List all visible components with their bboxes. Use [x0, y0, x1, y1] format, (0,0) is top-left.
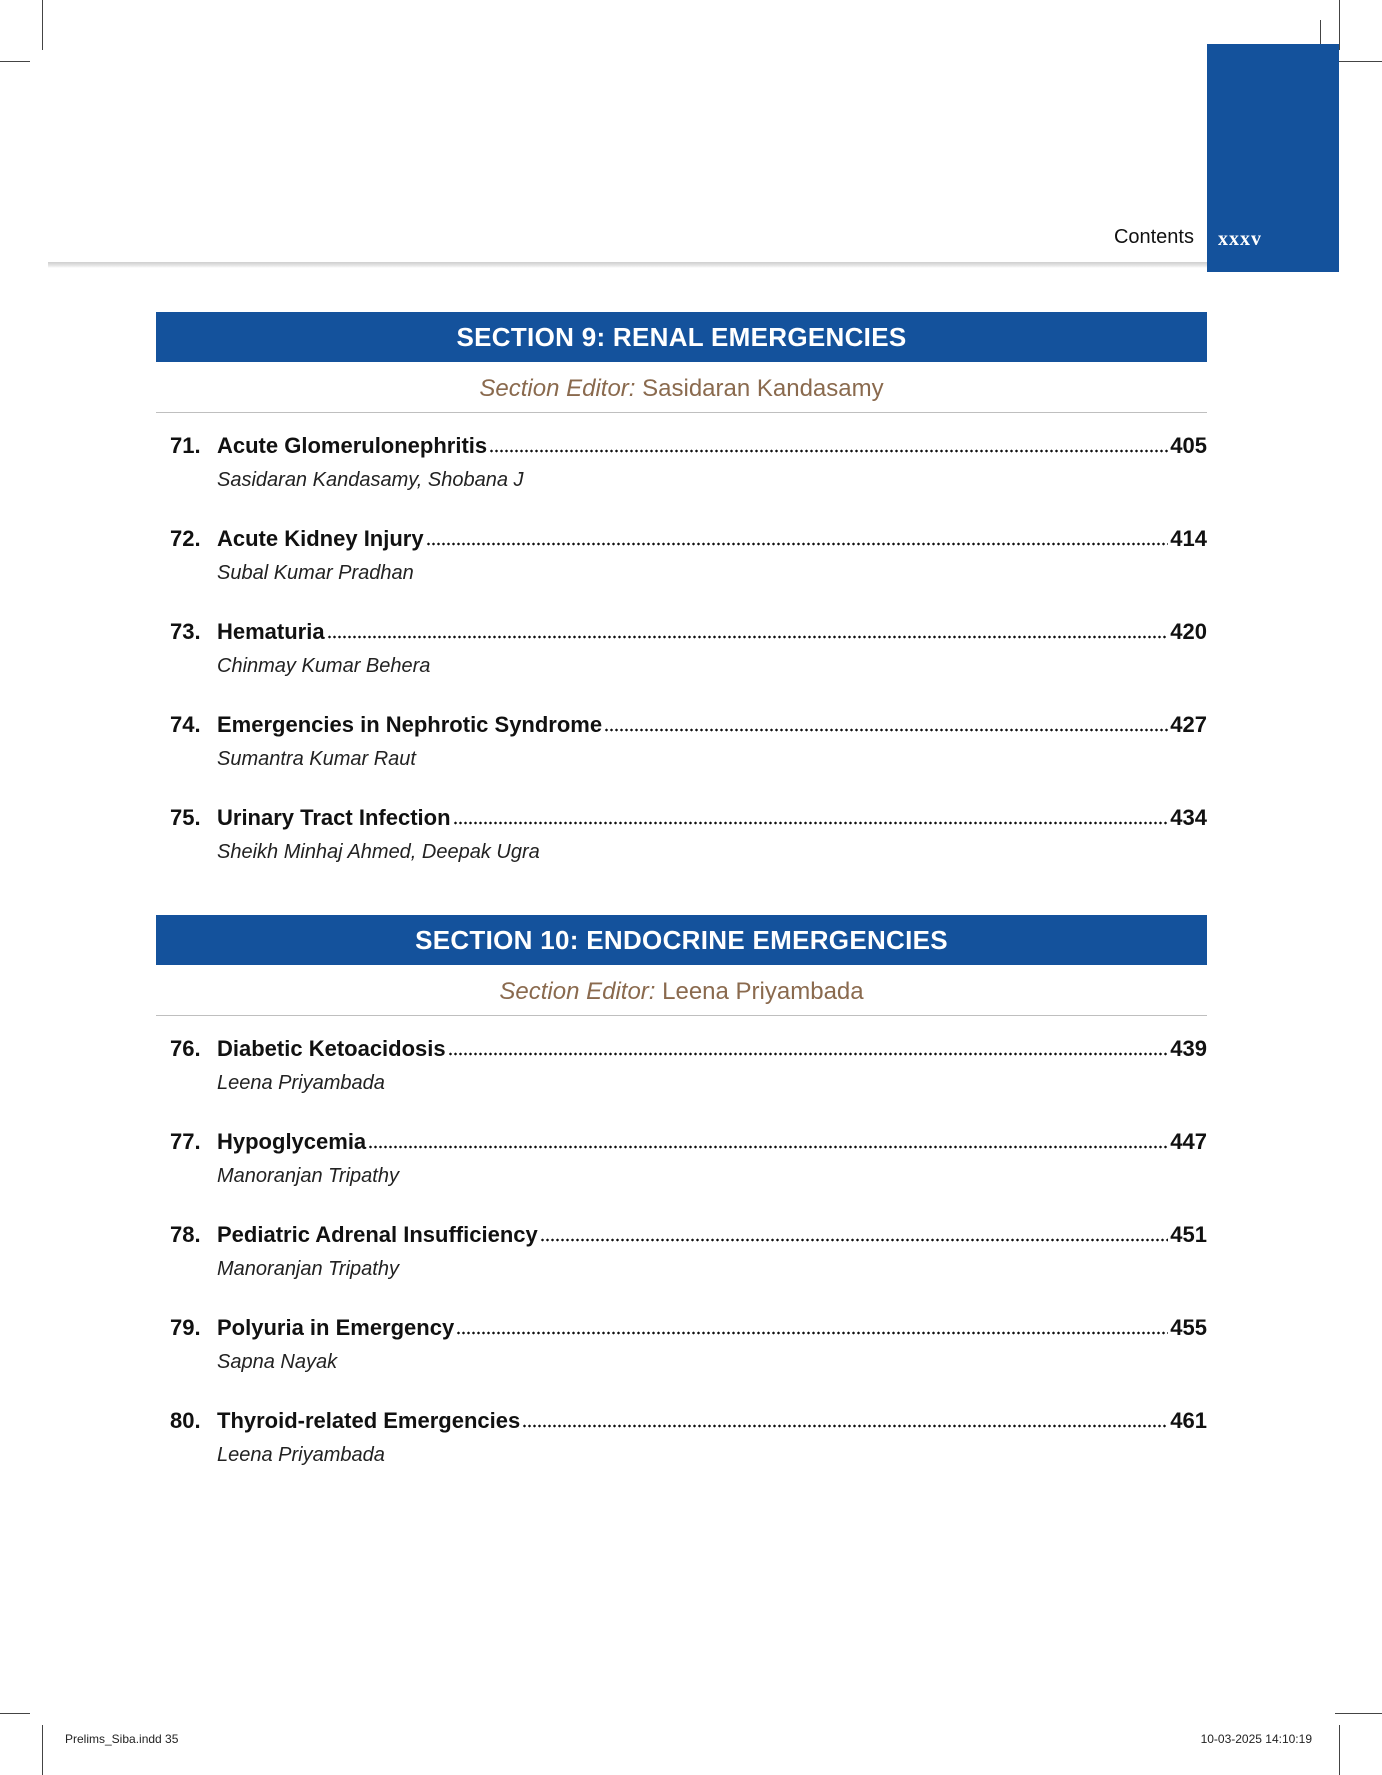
entry-line — [170, 1408, 1207, 1434]
dot-leader — [540, 1238, 1169, 1242]
chapter-authors: Manoranjan Tripathy — [217, 1258, 399, 1280]
entry-line — [170, 805, 1207, 831]
entry-line — [170, 433, 1207, 459]
chapter-number: 73. — [170, 619, 201, 644]
chapter-title: Pediatric Adrenal Insufficiency — [217, 1222, 538, 1247]
entry-line — [170, 619, 1207, 645]
chapter-title: Diabetic Ketoacidosis — [217, 1036, 446, 1061]
chapter-authors: Sheikh Minhaj Ahmed, Deepak Ugra — [217, 841, 540, 863]
dot-leader — [327, 635, 1169, 639]
crop-mark — [42, 0, 43, 50]
chapter-page: 447 — [1170, 1129, 1207, 1154]
entry-line — [170, 526, 1207, 552]
chapter-page: 461 — [1170, 1408, 1207, 1433]
chapter-authors: Subal Kumar Pradhan — [217, 562, 414, 584]
toc-entry[interactable] — [156, 599, 1207, 692]
chapter-authors: Leena Priyambada — [217, 1444, 385, 1466]
chapter-title: Urinary Tract Infection — [217, 805, 451, 830]
chapter-authors: Chinmay Kumar Behera — [217, 655, 431, 677]
chapter-number: 78. — [170, 1222, 201, 1247]
section-endocrine — [156, 915, 1207, 1481]
crop-mark — [1335, 1713, 1382, 1714]
entry-line — [170, 1129, 1207, 1155]
footer-timestamp: 10-03-2025 14:10:19 — [1200, 1732, 1312, 1746]
entry-line — [170, 1315, 1207, 1341]
crop-mark — [1339, 1725, 1340, 1775]
editor-label: Section Editor: — [499, 978, 656, 1005]
page-number: xxxv — [1218, 228, 1262, 250]
chapter-page: 434 — [1170, 805, 1207, 830]
chapter-title: Thyroid-related Emergencies — [217, 1408, 521, 1433]
chapter-authors: Sasidaran Kandasamy, Shobana J — [217, 469, 524, 491]
toc-entry[interactable] — [156, 692, 1207, 785]
chapter-page: 427 — [1170, 712, 1207, 737]
toc-entry[interactable] — [156, 1109, 1207, 1202]
chapter-number: 71. — [170, 433, 201, 458]
crop-mark — [0, 1713, 30, 1714]
toc-entry[interactable] — [156, 785, 1207, 878]
chapter-page: 405 — [1170, 433, 1207, 458]
chapter-number: 72. — [170, 526, 201, 551]
chapter-page: 439 — [1170, 1036, 1207, 1061]
chapter-title: Acute Kidney Injury — [217, 526, 424, 551]
footer-file: Prelims_Siba.indd 35 — [65, 1732, 179, 1746]
dot-leader — [448, 1052, 1169, 1056]
chapter-title: Hematuria — [217, 619, 325, 644]
crop-mark — [1335, 61, 1382, 62]
dot-leader — [368, 1145, 1168, 1149]
section-editor — [156, 362, 1207, 408]
crop-mark — [0, 61, 30, 62]
section-title: SECTION 9: RENAL EMERGENCIES — [156, 312, 1207, 362]
section-title: SECTION 10: ENDOCRINE EMERGENCIES — [156, 915, 1207, 965]
chapter-title: Acute Glomerulonephritis — [217, 433, 488, 458]
entry-line — [170, 712, 1207, 738]
section-renal — [156, 312, 1207, 878]
chapter-authors: Sapna Nayak — [217, 1351, 338, 1373]
chapter-title: Emergencies in Nephrotic Syndrome — [217, 712, 603, 737]
chapter-page: 420 — [1170, 619, 1207, 644]
toc-entry[interactable] — [156, 506, 1207, 599]
toc-entry[interactable] — [156, 1295, 1207, 1388]
chapter-page: 414 — [1170, 526, 1207, 551]
running-head: Contents — [1113, 226, 1194, 248]
chapter-number: 75. — [170, 805, 201, 830]
toc-entry[interactable] — [156, 413, 1207, 506]
toc-entry[interactable] — [156, 1016, 1207, 1109]
chapter-authors: Sumantra Kumar Raut — [217, 748, 416, 770]
chapter-number: 74. — [170, 712, 201, 737]
toc-entry[interactable] — [156, 1388, 1207, 1481]
chapter-authors: Manoranjan Tripathy — [217, 1165, 399, 1187]
crop-mark — [42, 1725, 43, 1775]
entry-line — [170, 1036, 1207, 1062]
chapter-number: 76. — [170, 1036, 201, 1061]
chapter-number: 80. — [170, 1408, 201, 1433]
header-rule — [48, 262, 1208, 268]
dot-leader — [522, 1424, 1168, 1428]
toc-entry[interactable] — [156, 1202, 1207, 1295]
chapter-number: 79. — [170, 1315, 201, 1340]
editor-label: Section Editor: — [479, 375, 636, 402]
editor-name: Sasidaran Kandasamy — [642, 375, 884, 402]
chapter-page: 451 — [1170, 1222, 1207, 1247]
crop-mark — [1339, 0, 1340, 50]
dot-leader — [604, 728, 1168, 732]
editor-name: Leena Priyambada — [662, 978, 864, 1005]
dot-leader — [456, 1331, 1168, 1335]
chapter-number: 77. — [170, 1129, 201, 1154]
dot-leader — [489, 449, 1168, 453]
section-editor — [156, 965, 1207, 1011]
dot-leader — [453, 821, 1169, 825]
chapter-title: Hypoglycemia — [217, 1129, 367, 1154]
chapter-title: Polyuria in Emergency — [217, 1315, 455, 1340]
chapter-page: 455 — [1170, 1315, 1207, 1340]
entry-line — [170, 1222, 1207, 1248]
chapter-authors: Leena Priyambada — [217, 1072, 385, 1094]
dot-leader — [426, 542, 1169, 546]
